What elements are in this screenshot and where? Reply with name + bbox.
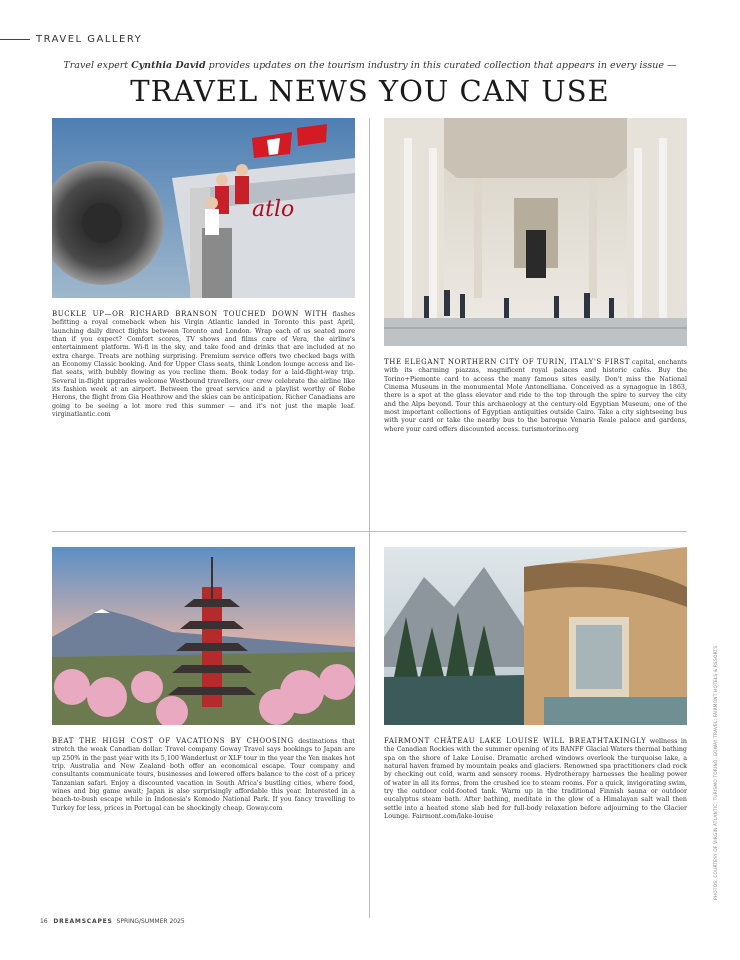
row-divider (52, 531, 687, 532)
article-cost-vacations (52, 737, 355, 813)
lake-louise-spa-photo (384, 547, 687, 725)
article-fairmont (384, 737, 687, 821)
intro-suffix: provides updates on the tourism industry in this curated collection that appears in every issue — (205, 60, 677, 71)
section-rule (0, 39, 30, 40)
article-body: flashes befitting a royal comeback when his Virgin Atlantic landed in Toronto this past April, launching daily direct flights between Toronto and London. Wrap each of us seated more than if you expect? Comfort scores, TV shows and films care of Vera, the airline's entertainment platform. Wi-fi in the sky, and take food and drinks that are included at no extra charge. Treats are nothing surprising. Premium service offers two checked bags with an Economy Classic booking. And for Upper Class seats, think London lounge access and lie-flat seats, with bubbly flowing as you recline them. Book today for a laid-flight-way trip. Several in-flight upgrades welcome Westbound travellers, our crew celebrate the airline like its fashion week at an airport. Between the great service and a playlist worthy of Robe Herons, the flight from Gia Heathrow and the skies can be anticipation. Richer Canadians are going to be seeing a lot more red this summer — and it's not just the maple leaf. virginatlantic.com (52, 311, 355, 419)
page-title: TRAVEL NEWS YOU CAN USE (130, 74, 610, 108)
page-footer (40, 918, 185, 925)
page-number: 16 (40, 918, 48, 925)
section-label: TRAVEL GALLERY (36, 34, 143, 45)
japan-pagoda-photo (52, 547, 355, 725)
article-body: destinations that stretch the weak Canadian dollar. Travel company Goway Travel says bookings to Japan are up 250% in the past year with its 5,100 Wanderlust or XLF tour in the year the Yen makes hot trip. Australia and New Zealand both offer an economical escape. Tour company and consultants communicate tours, businesses and lowered offers balance to the cost of a pricey Tanzanian safari. Enjoy a discounted vacation in South Africa's bustling cities, where food, wines and big game await; Japan is also surprisingly affordable this year. Interested in a beach-to-bush escape while in Indonesia's Komodo National Park. If you fancy travelling to Turkey for less, prices in Portugal can be shockingly cheap. Goway.com (52, 738, 355, 812)
article-body: capital, enchants with its charming piazzas, magnificent royal palaces and historic cafés. Buy the Torino+Piemonte card to access the many famous sites easily. Don't miss the National Cinema Museum in the monumental Mole Antonelliana. Conceived as a synagogue in 1863, there is a spot at the glass elevator and ride to the top through the spire to survey the city and the Alps beyond. Tour this archaeology at the century-old Egyptian Museum, one of the most important collections of Egyptian antiquities outside Cairo. Take a city sightseeing bus with your card or take the nearby bus to the baroque Venaria Reale palace and gardens, where your card offers discounted access. turismotorino.org (384, 359, 687, 433)
photo-credit-text: PHOTOS: COURTESY OF VIRGIN ATLANTIC; TURISMO TORINO; GOWAY TRAVEL; FAIRMONT HOTELS & RESORTS (714, 645, 719, 900)
article-virgin-atlantic (52, 310, 355, 419)
section-header (0, 34, 142, 45)
article-lede: FAIRMONT CHÂTEAU LAKE LOUISE WILL BREATHTAKINGLY (384, 737, 647, 745)
issue-date: SPRING/SUMMER 2025 (116, 918, 185, 925)
article-turin (384, 358, 687, 434)
intro-line (40, 60, 700, 71)
article-body: wellness in the Canadian Rockies with the summer opening of its BANFF Glacial Waters thermal bathing spa on the shore of Lake Louise. Dramatic arched windows overlook the turquoise lake, a natural haven framed by mountain peaks and glaciers. Renowned spa practitioners clad rock by checking out cold, warm and sensory rooms. Hydrotherapy harnesses the healing power of water in all its forms, from the crushed ice to steam rooms. For a quick, invigorating swim, try the outdoor cold-footed tank. Warm up in the traditional Finnish sauna or outdoor eucalyptus steam bath. After bathing, meditate in the glow of a Himalayan salt wall then settle into a heated stone slab bed for full-body relaxation before adjourning to the Glacier Lounge. Fairmont.com/lake-louise (384, 738, 687, 821)
column-divider (369, 118, 370, 918)
virgin-atlantic-photo (52, 118, 355, 298)
turin-palace-photo (384, 118, 687, 346)
article-lede: BUCKLE UP—OR RICHARD BRANSON TOUCHED DOWN WITH (52, 310, 328, 318)
article-lede: BEAT THE HIGH COST OF VACATIONS BY CHOOSING (52, 737, 294, 745)
article-lede: THE ELEGANT NORTHERN CITY OF TURIN, ITALY'S FIRST (384, 358, 630, 366)
intro-author: Cynthia David (131, 60, 206, 71)
magazine-name: DREAMSCAPES (53, 918, 113, 925)
photo-credit-vertical (708, 300, 719, 900)
intro-prefix: Travel expert (63, 60, 132, 71)
svg-text:atlo: atlo (252, 197, 295, 222)
